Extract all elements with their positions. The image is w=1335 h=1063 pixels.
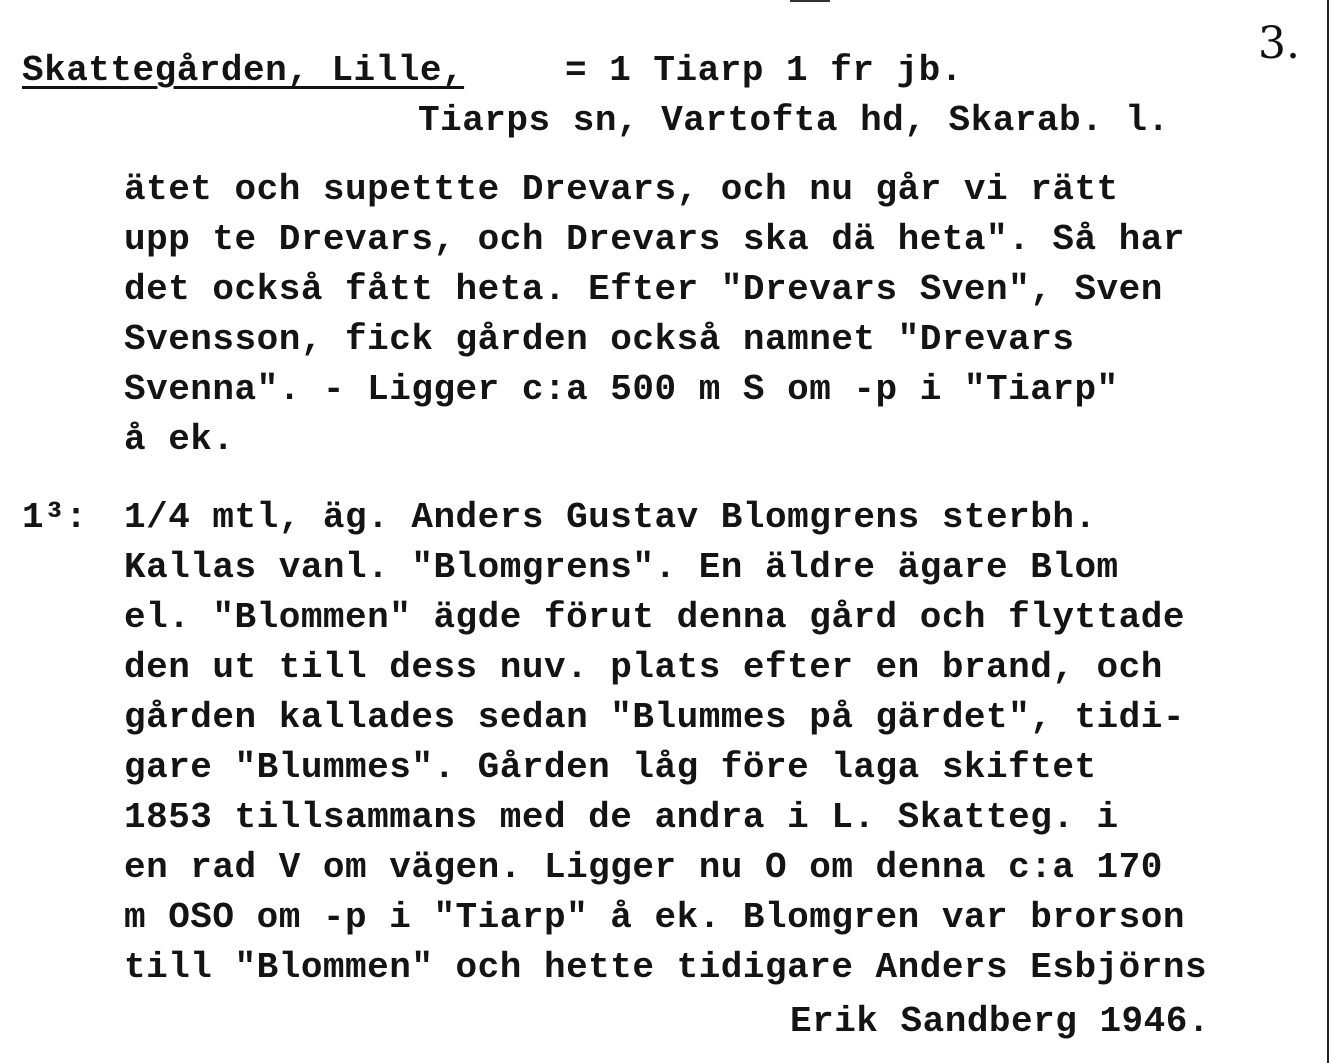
page-number: 3.	[1258, 18, 1300, 69]
text-line: m OSO om -p i "Tiarp" å ek. Blomgren var brorson	[124, 897, 1185, 938]
paragraph-2	[124, 493, 1207, 993]
text-line: upp te Drevars, och Drevars ska dä heta". Så har	[124, 219, 1185, 260]
text-line: det också fått heta. Efter "Drevars Sven", Sven	[124, 269, 1163, 310]
text-line: gården kallades sedan "Blummes på gärdet", tidi-	[124, 697, 1185, 738]
text-line: den ut till dess nuv. plats efter en brand, och	[124, 647, 1163, 688]
paragraph-1	[124, 165, 1185, 465]
text-line: Svenna". - Ligger c:a 500 m S om -p i "Tiarp"	[124, 369, 1119, 410]
text-line: Kallas vanl. "Blomgrens". En äldre ägare Blom	[124, 547, 1119, 588]
text-line: Svensson, fick gården också namnet "Drevars	[124, 319, 1075, 360]
text-line: 1853 tillsammans med de andra i L. Skatteg. i	[124, 797, 1119, 838]
text-line: ätet och supettte Drevars, och nu går vi rätt	[124, 169, 1119, 210]
text-line: en rad V om vägen. Ligger nu O om denna c:a 170	[124, 847, 1163, 888]
property-designation: = 1 Tiarp 1 fr jb.	[565, 50, 963, 91]
text-line: gare "Blummes". Gården låg före laga skiftet	[124, 747, 1097, 788]
text-line: å ek.	[124, 419, 235, 460]
card-edge-top	[790, 0, 830, 2]
entry-label: 1³:	[22, 497, 87, 538]
place-name-heading: Skattegården, Lille,	[22, 50, 465, 91]
signature: Erik Sandberg 1946.	[790, 1001, 1210, 1042]
card-edge-right	[1327, 0, 1329, 1063]
parish-location: Tiarps sn, Vartofta hd, Skarab. l.	[418, 100, 1170, 141]
text-line: el. "Blommen" ägde förut denna gård och flyttade	[124, 597, 1185, 638]
text-line: till "Blommen" och hette tidigare Anders Esbjörns	[124, 947, 1208, 988]
text-line: 1/4 mtl, äg. Anders Gustav Blomgrens sterbh.	[124, 497, 1097, 538]
